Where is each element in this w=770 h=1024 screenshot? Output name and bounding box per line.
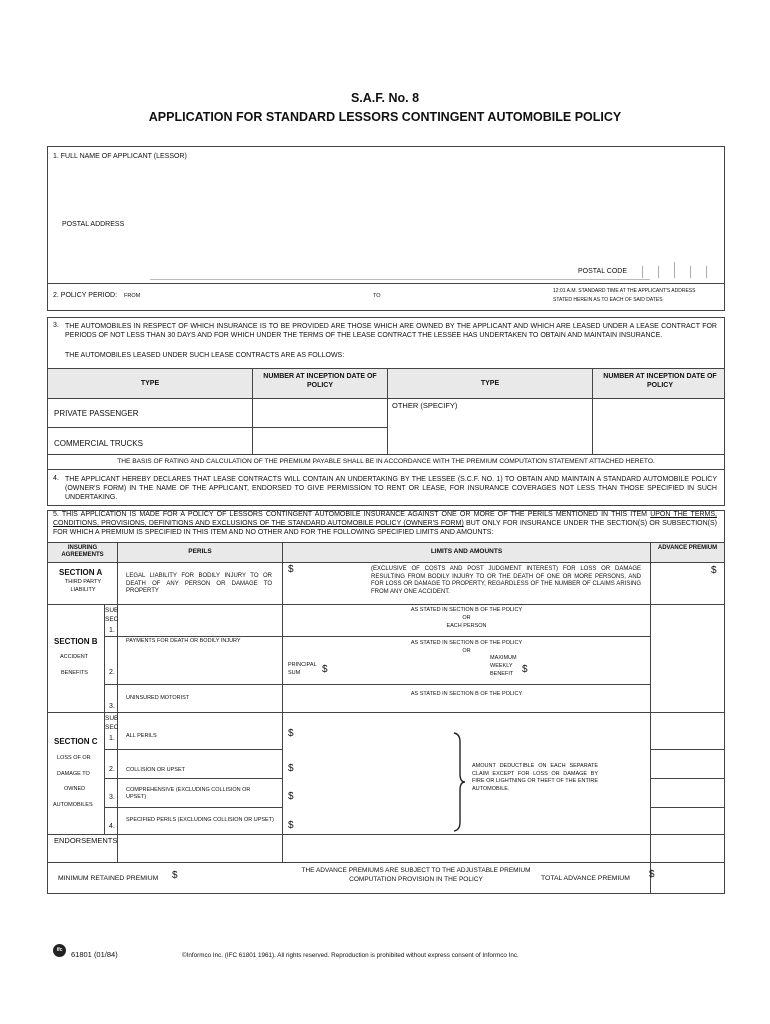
form-title: APPLICATION FOR STANDARD LESSORS CONTINGENT AUTOMOBILE POLICY bbox=[148, 110, 622, 124]
section-b-peril-1-2: PAYMENTS FOR DEATH OR BODILY INJURY bbox=[126, 638, 241, 644]
section-b-peril-3: UNINSURED MOTORIST bbox=[126, 695, 190, 701]
section-c-sub2-premium-field[interactable] bbox=[652, 752, 722, 776]
total-advance-dollar: $ bbox=[649, 869, 655, 880]
section-b-limits-2a: AS STATED IN SECTION B OF THE POLICY bbox=[410, 640, 523, 646]
section-c-sub1-premium-field[interactable] bbox=[652, 716, 722, 746]
policy-period-to-label: TO bbox=[373, 293, 381, 299]
commercial-trucks-label: COMMERCIAL TRUCKS bbox=[54, 439, 143, 448]
vehicles-col-number-1: NUMBER AT INCEPTION DATE OF POLICY bbox=[263, 373, 377, 389]
vehicles-col-type-2: TYPE bbox=[480, 380, 500, 387]
copyright-text: ©Informco Inc. (IFC 61801 1961). All rights reserved. Reproduction is prohibited without express consent of Informco Inc. bbox=[182, 952, 519, 959]
section-c-subsec-label: SUB SEC bbox=[105, 715, 119, 731]
ifc-logo-text: ifc bbox=[56, 947, 63, 953]
section-c-subsec-1: 1. bbox=[109, 735, 115, 742]
section-4-text: THE APPLICANT HEREBY DECLARES THAT LEASE CONTRACTS WILL CONTAIN AN UNDERTAKING BY THE LESSEE (S.C.F. NO. 1) TO OBTAIN AND MAINTAIN A STANDARD AUTOMOBILE POLICY (OWNER'S FORM) IN THE NAME OF THE APPLICANT, ENDORSED TO GIVE PERMISSION TO RENT OR LEASE, FOR INSURANCE COVERAGES NOT LESS THAN THOSE SPECIFIED IN SUCH UNDERTAKING. bbox=[65, 476, 717, 501]
col-insuring-agreements: INSURING AGREEMENTS bbox=[61, 545, 104, 558]
total-advance-field[interactable] bbox=[660, 870, 722, 884]
section-b-subsec-3: 3. bbox=[109, 703, 115, 710]
vehicles-col-type-1: TYPE bbox=[140, 380, 160, 387]
section-3-leased-text: THE AUTOMOBILES LEASED UNDER SUCH LEASE CONTRACTS ARE AS FOLLOWS: bbox=[65, 352, 345, 359]
section-c-peril-2: COLLISION OR UPSET bbox=[126, 767, 185, 773]
private-passenger-count-field[interactable] bbox=[254, 400, 386, 426]
max-weekly-dollar: $ bbox=[522, 664, 528, 675]
section-a-peril: LEGAL LIABILITY FOR BODILY INJURY TO OR DEATH OF ANY PERSON OR DAMAGE TO PROPERTY bbox=[126, 573, 272, 594]
max-weekly-field[interactable] bbox=[532, 664, 622, 678]
section-c-deductible-text: AMOUNT DEDUCTIBLE ON EACH SEPARATE CLAIM EXCEPT FOR LOSS OR DAMAGE BY FIRE OR LIGHTNING OR THEFT OF THE ENTIRE AUTOMOBILE. bbox=[472, 763, 598, 792]
postal-code-field[interactable] bbox=[642, 262, 708, 278]
section-c-sub3-premium-field[interactable] bbox=[652, 781, 722, 805]
section-c-limit-1-field[interactable] bbox=[298, 730, 448, 744]
private-passenger-label: PRIVATE PASSENGER bbox=[54, 409, 139, 418]
section-b-sub2: BENEFITS bbox=[61, 670, 88, 676]
section-b-subsec-label: SUB SEC bbox=[105, 607, 119, 623]
section-c-peril-3: COMPREHENSIVE (EXCLUDING COLLISION OR UPSET) bbox=[126, 787, 251, 800]
section-c-limit-4-field[interactable] bbox=[298, 821, 448, 835]
commercial-trucks-count-field[interactable] bbox=[254, 429, 386, 453]
section-3-number: 3. bbox=[53, 322, 59, 329]
ifc-logo-icon bbox=[53, 944, 66, 957]
section-a-title: SECTION A bbox=[59, 568, 103, 577]
section-b-sub1-premium-field[interactable] bbox=[652, 606, 722, 634]
section-b-subsec-2: 2. bbox=[109, 669, 115, 676]
section-c-sub4: AUTOMOBILES bbox=[53, 802, 93, 808]
section-4-number: 4. bbox=[53, 475, 59, 482]
postal-code-label: POSTAL CODE bbox=[578, 268, 628, 275]
minimum-retained-field[interactable] bbox=[184, 871, 284, 885]
policy-period-label: 2. POLICY PERIOD: bbox=[53, 292, 118, 299]
principal-sum-dollar: $ bbox=[322, 664, 328, 675]
postal-address-field[interactable] bbox=[62, 233, 712, 273]
advance-premium-text: THE ADVANCE PREMIUMS ARE SUBJECT TO THE ADJUSTABLE PREMIUM COMPUTATION PROVISION IN THE POLICY bbox=[301, 867, 531, 883]
principal-sum-label: PRINCIPAL SUM bbox=[288, 662, 317, 676]
section-b-title: SECTION B bbox=[54, 637, 98, 646]
col-advance-premium: ADVANCE PREMIUM bbox=[657, 545, 718, 551]
max-weekly-label: MAXIMUM WEEKLY BENEFIT bbox=[490, 655, 517, 677]
policy-period-note: 12:01 A.M. STANDARD TIME AT THE APPLICANT'S ADDRESS STATED HEREIN AS TO EACH OF SAID DATES bbox=[553, 288, 696, 303]
col-limits: LIMITS AND AMOUNTS bbox=[430, 548, 503, 555]
section-c-sub1: LOSS OF OR bbox=[57, 755, 91, 761]
section-5-text-b: BUT ONLY FOR INSURANCE UNDER THE SECTION(S) OR SUBSECTION(S) FOR WHICH A PREMIUM IS SPECIFIED IN THIS ITEM AND NO OTHER AND FOR THE FOLLOWING SPECIFIED LIMITS AND AMOUNTS: bbox=[53, 520, 717, 536]
section-b-sub2-premium-field[interactable] bbox=[652, 638, 722, 682]
section-c-sub2: DAMAGE TO bbox=[57, 771, 90, 777]
section-a-limit-field[interactable] bbox=[298, 566, 364, 580]
form-number: S.A.F. No. 8 bbox=[350, 91, 420, 105]
col-perils: PERILS bbox=[188, 548, 212, 555]
rating-basis-text: THE BASIS OF RATING AND CALCULATION OF THE PREMIUM PAYABLE SHALL BE IN ACCORDANCE WITH THE PREMIUM COMPUTATION STATEMENT ATTACHED HERETO. bbox=[117, 458, 655, 465]
policy-period-to-field[interactable] bbox=[385, 288, 545, 302]
section-a-limits-text: (EXCLUSIVE OF COSTS AND POST JUDGMENT INTEREST) FOR LOSS OR DAMAGE RESULTING FROM BODILY INJURY TO OR THE DEATH OF ONE OR MORE PERSONS, AND FOR LOSS OR DAMAGE TO PROPERTY, REGARDLESS OF THE NUMBER OF CLAIMS ARISING FROM ANY ONE ACCIDENT. bbox=[371, 566, 641, 595]
section-c-limit-4-dollar: $ bbox=[288, 820, 294, 831]
section-a-sub: THIRD PARTY LIABILITY bbox=[64, 579, 102, 593]
section-b-sub1: ACCIDENT bbox=[60, 654, 89, 660]
policy-period-from-field[interactable] bbox=[140, 288, 365, 302]
principal-sum-field[interactable] bbox=[332, 664, 422, 678]
section-c-limit-3-dollar: $ bbox=[288, 791, 294, 802]
postal-address-label: POSTAL ADDRESS bbox=[62, 221, 125, 228]
section-c-sub3: OWNED bbox=[64, 786, 86, 792]
section-c-subsec-3: 3. bbox=[109, 794, 115, 801]
section-5-text-a: 5. THIS APPLICATION IS MADE FOR A POLICY OF LESSORS CONTINGENT AUTOMOBILE INSURANCE AGAINST ONE OR MORE OF THE PERILS MENTIONED IN THIS ITEM bbox=[53, 511, 651, 518]
section-a-limit-dollar: $ bbox=[288, 564, 294, 575]
section-c-limit-1-dollar: $ bbox=[288, 728, 294, 739]
section-a-premium-field[interactable] bbox=[652, 580, 722, 602]
brace-icon bbox=[450, 732, 466, 832]
section-a-premium-dollar: $ bbox=[711, 565, 717, 576]
section-b-subsec-1: 1. bbox=[109, 627, 115, 634]
section-b-limits-1a: AS STATED IN SECTION B OF THE POLICY bbox=[410, 607, 523, 613]
section-b-limits-1c: EACH PERSON bbox=[446, 623, 487, 629]
section-b-limits-1b: OR bbox=[462, 615, 471, 621]
section-b-limits-3: AS STATED IN SECTION B OF THE POLICY bbox=[410, 691, 523, 697]
section-c-peril-4: SPECIFIED PERILS (EXCLUDING COLLISION OR UPSET) bbox=[126, 817, 274, 823]
section-c-peril-1: ALL PERILS bbox=[126, 733, 157, 739]
endorsements-premium-field[interactable] bbox=[652, 836, 722, 860]
section-c-subsec-4: 4. bbox=[109, 823, 115, 830]
applicant-name-label: 1. FULL NAME OF APPLICANT (LESSOR) bbox=[53, 153, 187, 160]
section-3-text: THE AUTOMOBILES IN RESPECT OF WHICH INSURANCE IS TO BE PROVIDED ARE THOSE WHICH ARE OWNED BY THE APPLICANT AND WHICH ARE LEASED UNDER A LEASE CONTRACT FOR PERIODS OF NOT LESS THAN 30 DAYS AND FOR WHICH UNDER THE TERMS OF THE LEASE CONTRACT THE LESSEE HAS UNDERTAKEN TO OBTAIN AND MAINTAIN INSURANCE. bbox=[65, 323, 717, 339]
section-c-limit-2-field[interactable] bbox=[298, 765, 448, 779]
other-specify-field[interactable] bbox=[390, 413, 590, 453]
section-5-text bbox=[53, 510, 717, 537]
endorsements-label: ENDORSEMENTS bbox=[54, 836, 118, 845]
section-c-limit-2-dollar: $ bbox=[288, 763, 294, 774]
section-b-sub3-premium-field[interactable] bbox=[652, 686, 722, 710]
other-count-field[interactable] bbox=[594, 400, 722, 453]
minimum-retained-label: MINIMUM RETAINED PREMIUM bbox=[58, 875, 159, 882]
section-b-limits-2b: OR bbox=[462, 648, 471, 654]
vehicles-col-number-2: NUMBER AT INCEPTION DATE OF POLICY bbox=[603, 373, 717, 389]
minimum-retained-dollar: $ bbox=[172, 870, 178, 881]
endorsements-field[interactable] bbox=[54, 847, 644, 859]
policy-period-from-label: FROM bbox=[124, 293, 141, 299]
other-specify-label: OTHER (SPECIFY) bbox=[392, 401, 458, 410]
section-c-limit-3-field[interactable] bbox=[298, 793, 448, 807]
total-advance-label: TOTAL ADVANCE PREMIUM bbox=[541, 875, 630, 882]
section-c-title: SECTION C bbox=[54, 737, 98, 746]
applicant-name-field[interactable] bbox=[60, 165, 710, 213]
section-c-sub4-premium-field[interactable] bbox=[652, 810, 722, 832]
section-5-text-underlined: UPON THE TERMS, CONDITIONS, PROVISIONS, DEFINITIONS AND EXCLUSIONS OF THE STANDARD AUTOMOBILE POLICY (OWNER'S FORM) bbox=[53, 511, 717, 527]
form-code: 61801 (01/84) bbox=[71, 950, 118, 959]
section-c-subsec-2: 2. bbox=[109, 766, 115, 773]
